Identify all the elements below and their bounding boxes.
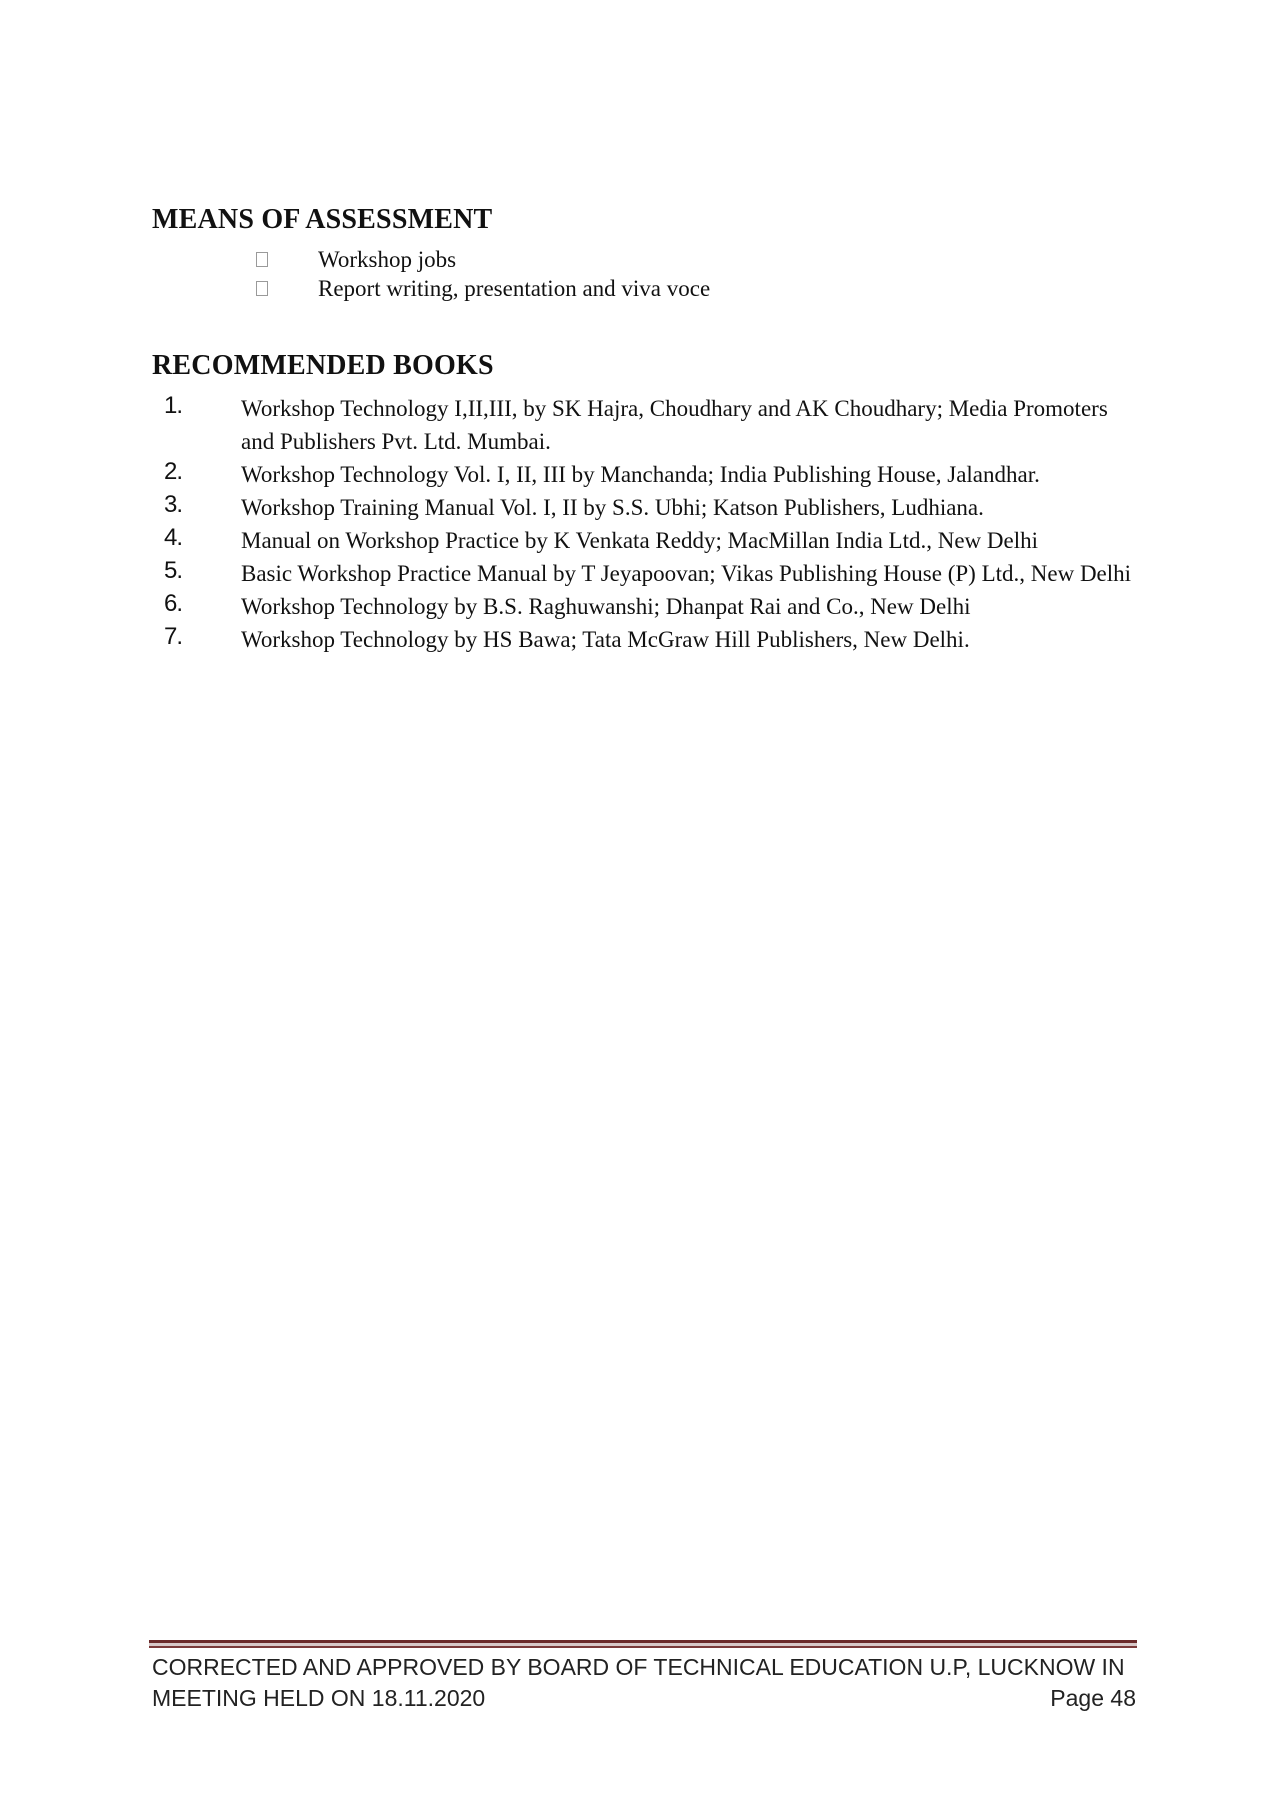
page-footer [152, 1652, 1136, 1714]
bullet-box-icon [256, 252, 268, 267]
book-item [164, 557, 1144, 590]
book-citation: Workshop Training Manual Vol. I, II by S.S. Ubhi; Katson Publishers, Ludhiana. [241, 495, 984, 520]
footer-meeting-date: MEETING HELD ON 18.11.2020 [152, 1685, 486, 1711]
book-citation: Workshop Technology by B.S. Raghuwanshi; Dhanpat Rai and Co., New Delhi [241, 594, 971, 619]
book-citation: Manual on Workshop Practice by K Venkata Reddy; MacMillan India Ltd., New Delhi [241, 528, 1039, 553]
book-item [164, 623, 1144, 656]
books-heading: RECOMMENDED BOOKS [152, 350, 494, 381]
book-number: 7. [164, 623, 183, 650]
assessment-item-text: Report writing, presentation and viva voce [318, 275, 711, 301]
book-item [164, 392, 1144, 458]
bullet-box-icon [256, 281, 268, 296]
assessment-list [256, 245, 710, 303]
list-item [256, 274, 710, 303]
book-number: 1. [164, 392, 183, 419]
footer-approval-line: CORRECTED AND APPROVED BY BOARD OF TECHNICAL EDUCATION U.P, LUCKNOW IN [152, 1654, 1125, 1680]
book-number: 5. [164, 557, 183, 584]
book-citation: Basic Workshop Practice Manual by T Jeyapoovan; Vikas Publishing House (P) Ltd., New Delhi [241, 561, 1132, 586]
book-item [164, 491, 1144, 524]
books-list [164, 392, 1144, 656]
footer-divider [149, 1640, 1137, 1648]
book-number: 6. [164, 590, 183, 617]
book-number: 3. [164, 491, 183, 518]
book-number: 2. [164, 458, 183, 485]
book-citation: Workshop Technology Vol. I, II, III by Manchanda; India Publishing House, Jalandhar. [241, 462, 1040, 487]
footer-meeting-row [152, 1683, 1136, 1714]
book-number: 4. [164, 524, 183, 551]
assessment-item-text: Workshop jobs [318, 246, 457, 272]
book-item [164, 524, 1144, 557]
assessment-heading: MEANS OF ASSESSMENT [152, 204, 493, 235]
page-number: Page 48 [1050, 1685, 1136, 1711]
book-item [164, 590, 1144, 623]
book-item [164, 458, 1144, 491]
book-citation: Workshop Technology by HS Bawa; Tata McGraw Hill Publishers, New Delhi. [241, 627, 970, 652]
book-citation: Workshop Technology I,II,III, by SK Hajra, Choudhary and AK Choudhary; Media Promoters and Publishers Pvt. Ltd. Mumbai. [241, 396, 1108, 454]
list-item [256, 245, 710, 274]
